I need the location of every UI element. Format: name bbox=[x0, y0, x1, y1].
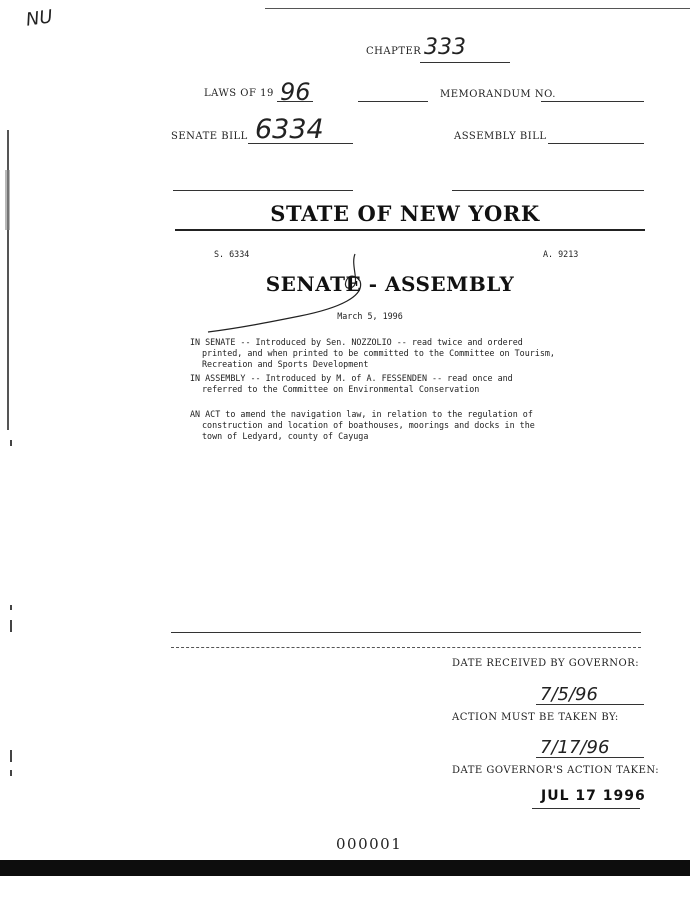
act-description-paragraph bbox=[190, 409, 612, 442]
lower-separator bbox=[171, 632, 641, 633]
date-received-label: DATE RECEIVED BY GOVERNOR: bbox=[452, 658, 640, 669]
paragraph-line: IN SENATE -- Introduced by Sen. NOZZOLIO -- read twice and ordered bbox=[190, 337, 523, 347]
top-rule bbox=[265, 8, 690, 9]
scan-bottom-bar bbox=[0, 860, 690, 876]
senate-number: S. 6334 bbox=[214, 249, 250, 259]
action-taken-stamp: JUL 17 1996 bbox=[541, 788, 646, 804]
date-received-value: 7/5/96 bbox=[540, 684, 598, 705]
assembly-bill-label: ASSEMBLY BILL bbox=[454, 131, 547, 142]
title-rule bbox=[175, 229, 645, 231]
action-taken-underline bbox=[532, 808, 640, 809]
assembly-introduction-paragraph bbox=[190, 373, 612, 395]
action-taken-label: DATE GOVERNOR'S ACTION TAKEN: bbox=[452, 765, 660, 776]
separator-right bbox=[452, 190, 644, 191]
separator-left bbox=[173, 190, 353, 191]
assembly-number: A. 9213 bbox=[543, 249, 579, 259]
action-deadline-underline bbox=[536, 757, 644, 758]
memorandum-label: MEMORANDUM NO. bbox=[440, 89, 556, 100]
senate-bill-underline bbox=[248, 143, 353, 144]
state-title: STATE OF NEW YORK bbox=[270, 201, 540, 226]
chamber-title: SENATE - ASSEMBLY bbox=[265, 272, 515, 296]
senate-bill-value: 6334 bbox=[255, 114, 324, 145]
bill-date: March 5, 1996 bbox=[337, 311, 403, 321]
paragraph-line: AN ACT to amend the navigation law, in relation to the regulation of bbox=[190, 409, 533, 419]
laws-year-underline bbox=[277, 101, 313, 102]
chapter-underline bbox=[420, 62, 510, 63]
memorandum-underline bbox=[541, 101, 644, 102]
scan-speck bbox=[10, 620, 12, 632]
action-deadline-label: ACTION MUST BE TAKEN BY: bbox=[452, 712, 619, 723]
scan-speck bbox=[10, 440, 12, 446]
senate-bill-label: SENATE BILL bbox=[171, 131, 248, 142]
page-number: 000001 bbox=[336, 835, 403, 853]
laws-of-label: LAWS OF 19 bbox=[204, 88, 274, 99]
scan-speck bbox=[10, 770, 12, 776]
laws-blank-underline bbox=[358, 101, 428, 102]
scan-speck bbox=[10, 750, 12, 762]
scan-speck bbox=[10, 605, 12, 610]
paragraph-line: referred to the Committee on Environmental Conservation bbox=[202, 384, 480, 394]
action-deadline-value: 7/17/96 bbox=[540, 737, 610, 758]
chapter-label: CHAPTER bbox=[366, 46, 422, 57]
senate-introduction-paragraph bbox=[190, 337, 612, 370]
paragraph-line: IN ASSEMBLY -- Introduced by M. of A. FESSENDEN -- read once and bbox=[190, 373, 513, 383]
paragraph-line: construction and location of boathouses, moorings and docks in the bbox=[202, 420, 535, 430]
paragraph-line: printed, and when printed to be committed to the Committee on Tourism, bbox=[202, 348, 555, 358]
paragraph-line: town of Ledyard, county of Cayuga bbox=[202, 431, 369, 441]
assembly-bill-underline bbox=[548, 143, 644, 144]
date-received-underline bbox=[536, 704, 644, 705]
paragraph-line: Recreation and Sports Development bbox=[202, 359, 369, 369]
corner-handwritten-mark: NU bbox=[24, 6, 54, 31]
scan-edge-artifact bbox=[5, 130, 11, 430]
laws-year-value: 96 bbox=[280, 78, 311, 106]
chapter-value: 333 bbox=[424, 35, 466, 60]
lower-separator-dashed bbox=[171, 647, 641, 648]
